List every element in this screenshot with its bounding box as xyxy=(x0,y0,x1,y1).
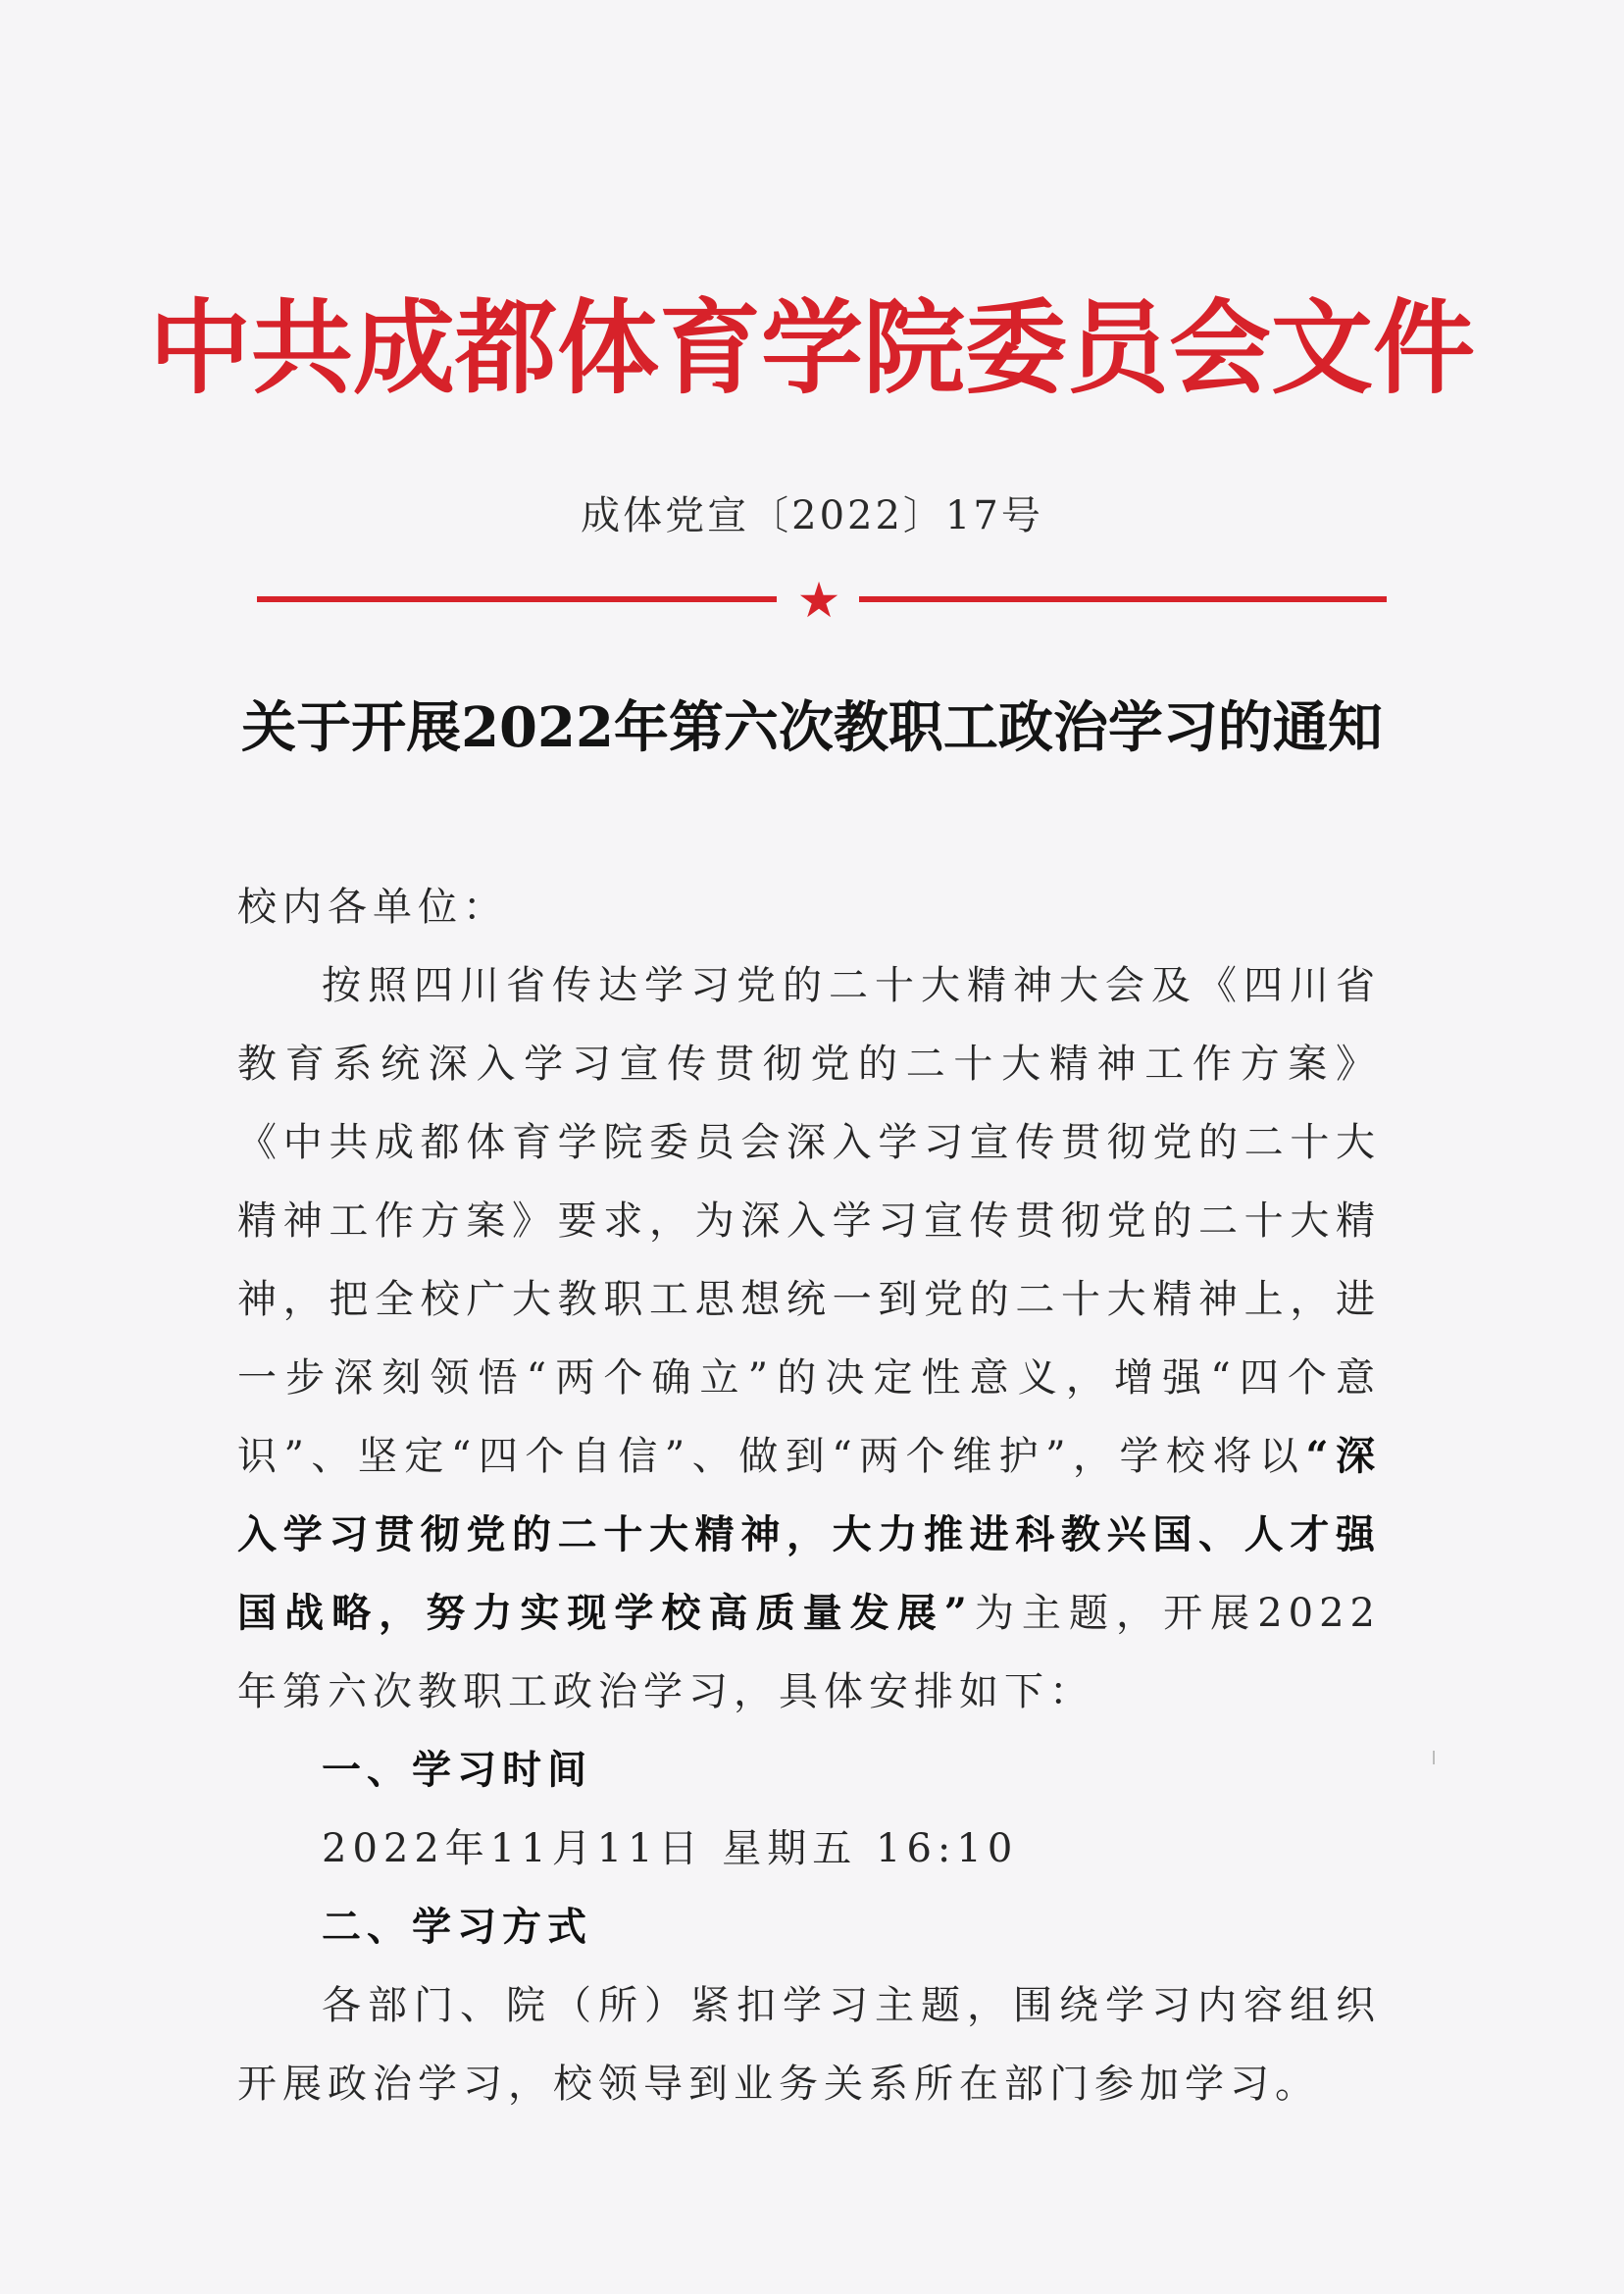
notice-title: 关于开展2022年第六次教职工政治学习的通知 xyxy=(241,695,1383,760)
section-heading-time: 一、学习时间 xyxy=(322,1747,592,1793)
masthead-title: 中共成都体育学院委员会文件 xyxy=(148,287,1475,408)
section-heading-method: 二、学习方式 xyxy=(322,1904,592,1950)
paragraph-intro xyxy=(237,946,1381,1731)
section-text-method: 各部门、院（所）紧扣学习主题，围绕学习内容组织开展政治学习，校领导到业务关系所在部门参加学习。 xyxy=(237,1983,1381,2107)
paragraph-intro-text-b: 为主题，开展2022年第六次教职工政治学习，具体安排如下： xyxy=(237,1591,1382,1714)
red-star-icon: ★ xyxy=(796,572,841,629)
scan-artifact xyxy=(1433,1751,1435,1764)
section-text-time: 2022年11月11日 星期五 16:10 xyxy=(322,1826,1019,1871)
salutation: 校内各单位： xyxy=(237,885,508,930)
red-rule-left xyxy=(257,596,777,602)
red-rule-right xyxy=(859,596,1387,602)
paragraph-intro-text-a: 按照四川省传达学习党的二十大精神大会及《四川省教育系统深入学习宣传贯彻党的二十大精神工作方案》《中共成都体育学院委员会深入学习宣传贯彻党的二十大精神工作方案》要求，为深入学习宣传贯彻党的二十大精神，把全校广大教职工思想统一到党的二十大精神上，进一步深刻领悟“两个确立”的决定性意义，增强“四个意识”、坚定“四个自信”、做到“两个维护”，学校将以 xyxy=(237,963,1381,1479)
document-number: 成体党宣〔2022〕17号 xyxy=(581,493,1043,538)
document-body xyxy=(237,868,1381,2123)
paragraph-intro-theme: “深入学习贯彻党的二十大精神，大力推进科教兴国、人才强国战略，努力实现学校高质量发展” xyxy=(237,1433,1381,1636)
